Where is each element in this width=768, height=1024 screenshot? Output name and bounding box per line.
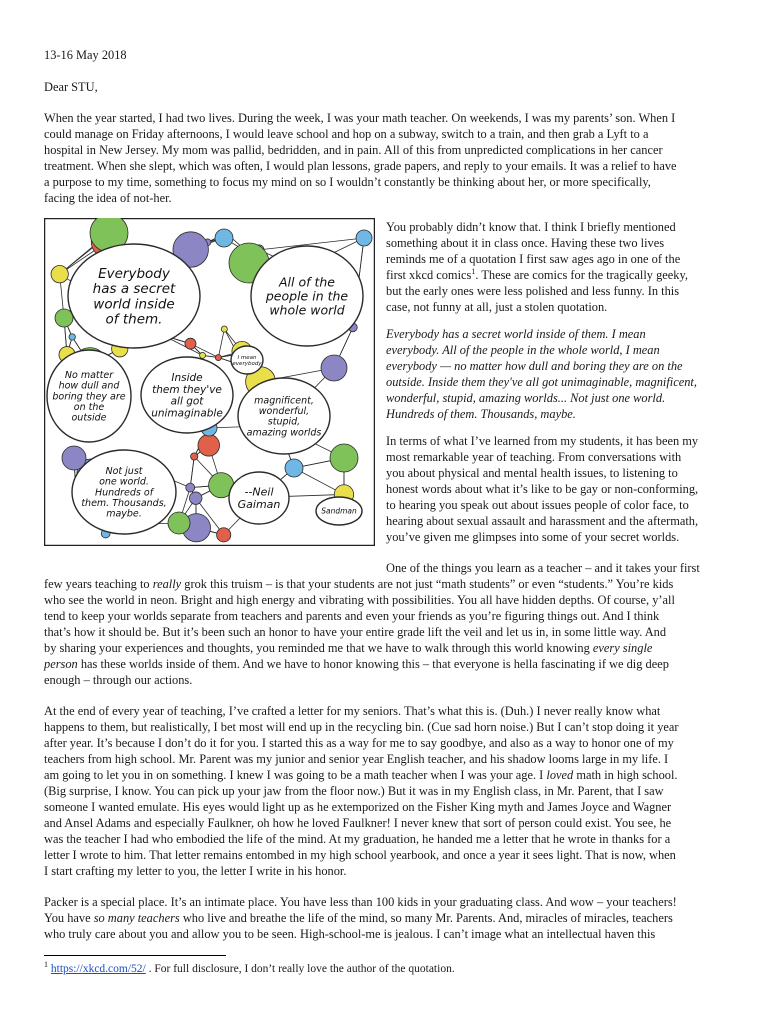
speech-bubble (316, 497, 362, 525)
text-line: to hearing you speak out about issues people of color face, to (386, 498, 689, 512)
network-node (51, 266, 68, 283)
text-line: but the early ones were less polished and less funny. In this (386, 284, 680, 298)
bubble-text: Not just (105, 466, 143, 478)
text-line: tend to keep your worlds separate from teachers and parents and even your friends as you’re figuring things out. And I think (44, 609, 660, 623)
bubble-text: people in the (265, 288, 349, 304)
text-line: person has these worlds inside of them. And we have to honor knowing this – that everyone is hella fascinating if we dig deep (44, 657, 669, 671)
text-line: case, not funny at all, just a stolen quotation. (386, 300, 608, 314)
bubble-text: stupid, (267, 416, 301, 428)
bubble-text: --Neil (244, 485, 274, 499)
quote-line: everybody — no matter how dull and boring they are on the (386, 359, 683, 373)
text-line: facing the idea of not-her. (44, 191, 172, 205)
bubble-text: all got (170, 395, 204, 408)
text-line: enough – through our actions. (44, 673, 193, 687)
speech-bubble (47, 350, 131, 442)
bubble-text: them. Thousands, (81, 497, 167, 509)
bubble-text: them they've (152, 383, 222, 396)
footnote-text: . For full disclosure, I don’t really love the author of the quotation. (145, 963, 455, 975)
salutation: Dear STU, (44, 80, 98, 94)
text-line: hospital in New Jersey. My mom was pallid, bedridden, and in pain. All of this from unpredicted complications in her cancer (44, 143, 663, 157)
text-line: was the teacher I had who embodied the life of the mind. At my graduation, he handed me a letter that he wrote in thanks for a (44, 832, 671, 846)
network-node (321, 355, 347, 381)
speech-bubble (251, 246, 363, 346)
text-line: You probably didn’t know that. I think I briefly mentioned (386, 220, 676, 234)
speech-bubble (68, 244, 200, 348)
bubble-text: magnificent, (254, 395, 314, 407)
text-line: One of the things you learn as a teacher – and it takes your first (386, 561, 700, 575)
text-line: happens to them, but realistically, I bet most will end up in the recycling bin. (Cue sad horn noise.) But I can’t stop doing it year (44, 720, 679, 734)
bubble-text: how dull and (58, 380, 120, 392)
network-node (191, 453, 198, 460)
text-line: At the end of every year of teaching, I’ve crafted a letter for my seniors. That’s what this is. (Duh.) I never really know what (44, 704, 661, 718)
network-node (217, 528, 231, 542)
bubble-text: amazing worlds (246, 427, 322, 439)
speech-bubble (231, 346, 263, 374)
text-line: you about physical and mental health issues, to listening to (386, 466, 678, 480)
network-node (330, 444, 358, 472)
text-line: after year. It’s because I don’t do it for you. I started this as a way for me to say goodbye, and also as a way to honor one of my (44, 736, 674, 750)
bubble-text: I mean (237, 354, 257, 361)
bubble-text: one world. (99, 476, 149, 488)
speech-bubble (72, 450, 176, 534)
text-line: someone I wanted emulate. His eyes would light up as he extemporized on the Fisher King myth and James Joyce and Wagner (44, 800, 672, 814)
bubble-text: Hundreds of (94, 487, 154, 499)
text-line: I start crafting my letter to you, the letter I write in his honor. (44, 864, 347, 878)
network-node (215, 229, 233, 247)
text-line: who see the world in neon. Bright and high energy and vibrating with possibilities. You all have hidden depths. Of course, y’all (44, 593, 675, 607)
bubble-text: wonderful, (258, 406, 310, 418)
network-node (221, 326, 227, 332)
xkcd-comic-illustration (44, 218, 375, 546)
bubble-text: boring they are (52, 391, 126, 403)
quote-line: everybody. All of the people in the whole world, I mean (386, 343, 660, 357)
text-line: you’ve given me glimpses into some of your secret worlds. (386, 530, 680, 544)
text-line: by sharing your experiences and thoughts, you reminded me that we have to walk through this world knowing every single (44, 641, 653, 655)
network-node (215, 354, 221, 360)
text-line: (Big surprise, I know. You can pick up your jaw from the floor now.) But it was in my English class, in Mr. Parent, that I saw (44, 784, 664, 798)
text-line: treatment. When she slept, which was often, I would plan lessons, grade papers, and reply to your emails. It was a relief to have (44, 159, 677, 173)
speech-bubble (238, 378, 330, 454)
text-line: teachers from high school. Mr. Parent was my junior and senior year English teacher, and his shadow looms large in my life. I (44, 752, 669, 766)
text-line: could manage on Friday afternoons, I would leave school and hop on a subway, switch to a train, and then grab a Lyft to a (44, 127, 649, 141)
text-line: In terms of what I’ve learned from my students, it has been my (386, 434, 699, 448)
footnote-number: 1 (44, 960, 48, 970)
text-line: honest words about what it’s like to be gay or non-conforming, (386, 482, 699, 496)
bubble-text: Gaiman (237, 498, 281, 512)
footnote-ref[interactable]: 1 (471, 266, 476, 276)
bubble-text: Everybody (98, 266, 170, 283)
text-line: that’s how it should be. But it’s been such an honor to have your entire grade lift the veil and let us in, in some little way. And (44, 625, 667, 639)
text-line: am going to let you in on something. I knew I was going to be a math teacher when I was your age. I loved math in high school. (44, 768, 678, 782)
network-node (168, 512, 190, 534)
speech-bubble (229, 472, 289, 524)
text-line: few years teaching to really grok this truism – is that your students are not just “math students” or even “students.” You’re kids (44, 577, 674, 591)
text-line: You have so many teachers who live and breathe the life of the mind, so many Mr. Parents. And, miracles of miracles, teachers (44, 911, 673, 925)
network-node (189, 492, 201, 504)
bubble-text: on the (73, 401, 105, 413)
network-node (285, 459, 303, 477)
bubble-text: everybody (232, 361, 262, 368)
network-node (200, 352, 206, 358)
quote-line: outside. Inside them they've all got unimaginable, magnificent, (386, 375, 697, 389)
bubble-text: No matter (64, 370, 114, 382)
bubble-text: Inside (171, 372, 203, 385)
network-node (186, 483, 195, 492)
network-node (356, 230, 372, 246)
footnote-divider (44, 955, 226, 956)
network-node (185, 338, 196, 349)
text-line: first xkcd comics$^1$. These are comics for the tragically geeky, (386, 266, 688, 282)
text-line: reminds me of a quotation I first saw ages ago in one of the (386, 252, 681, 266)
quote-line: wonderful, stupid, amazing worlds... Not just one world. (386, 391, 666, 405)
bubble-text: world inside (93, 296, 175, 313)
footnote-link[interactable]: https://xkcd.com/52/ (50, 963, 146, 975)
text-line: and Ansel Adams and especially Faulkner, oh how he loved Faulkner! I never knew that sort of person could exist. You see, he (44, 816, 672, 830)
bubble-text: has a secret (92, 281, 176, 298)
bubble-text: whole world (269, 302, 345, 318)
text-line: hearing about sexual assault and harassment and the aftermath, (386, 514, 699, 528)
quote-line: Everybody has a secret world inside of them. I mean (386, 327, 646, 341)
network-node (198, 434, 220, 456)
text-line: something about it in class once. Having these two lives (386, 236, 665, 250)
bubble-text: Sandman (321, 506, 357, 516)
text-line: a purpose to my time, something to focus my mind on so I wouldn’t constantly be thinking about her, or more specifically, (44, 175, 651, 189)
bubble-text: All of the (278, 274, 336, 290)
text-line: who truly care about you and allow you to be seen. High-school-me is jealous. I can’t image what an intellectual haven this (44, 927, 656, 941)
footnote (44, 962, 455, 976)
text-line: letter I wrote to him. That letter remains entombed in my high school yearbook, and once a year it sees light. That is now, when (44, 848, 676, 862)
network-node (69, 334, 75, 340)
text-line: Packer is a special place. It’s an intimate place. You have less than 100 kids in your graduating class. And wow – your teachers! (44, 895, 677, 909)
bubble-text: maybe. (106, 508, 142, 520)
text-line: most remarkable year of teaching. From conversations with (386, 450, 682, 464)
quote-line: Hundreds of them. Thousands, maybe. (386, 407, 576, 421)
text-line: When the year started, I had two lives. During the week, I was your math teacher. On weekends, I was my parents’ son. When I (44, 111, 676, 125)
bubble-text: of them. (105, 311, 163, 328)
bubble-text: outside (71, 412, 107, 424)
bubble-text: unimaginable (151, 407, 223, 420)
letter-date: 13-16 May 2018 (44, 48, 127, 62)
speech-bubble (141, 357, 233, 433)
